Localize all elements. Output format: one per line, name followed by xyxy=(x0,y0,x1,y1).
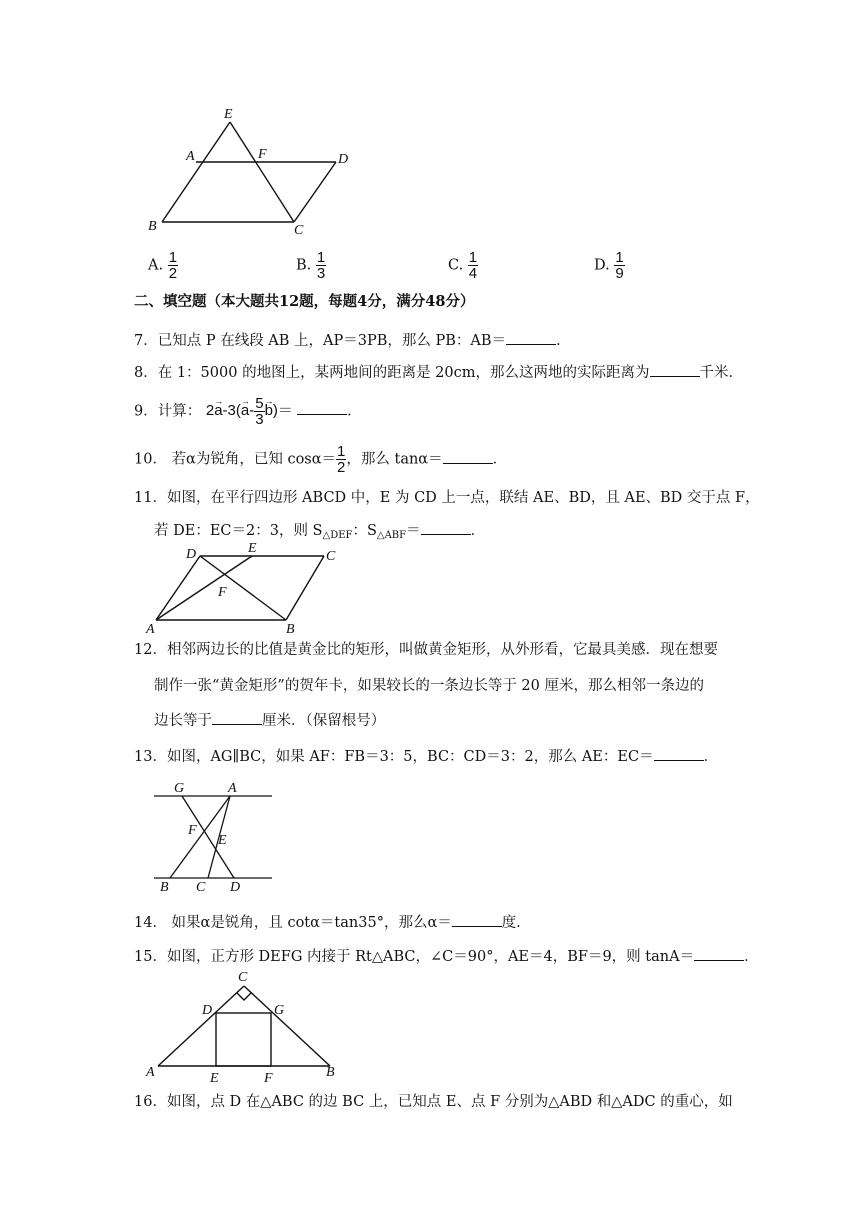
answer-blank-9 xyxy=(297,400,347,415)
q9-expression: 2→ a-3(→ a- $\frac{5}{3}$ → b)＝ xyxy=(206,402,297,419)
option-c: C. $\frac{1}{4}$ xyxy=(448,249,478,282)
question-12-line-1: 12．相邻两边长的比值是黄金比的矩形，叫做黄金矩形，从外形看，它最具美感．现在想要 xyxy=(134,642,718,658)
q9-fraction: $\frac{5}{3}$ xyxy=(255,395,264,428)
label-a: A xyxy=(228,781,237,796)
label-g: G xyxy=(274,1003,285,1018)
question-7: 7．已知点 P 在线段 AB 上，AP＝3PB，那么 PB：AB＝ ． xyxy=(134,330,571,351)
label-d: D xyxy=(202,1003,213,1018)
option-d-fraction: $\frac{1}{9}$ xyxy=(615,249,624,282)
question-9: 9．计算： 2→ a-3(→ a- $\frac{5}{3}$ → b)＝ ． xyxy=(134,396,362,427)
section-2-title: 二、填空题（本大题共12题，每题4分，满分48分） xyxy=(134,293,475,310)
vector-b: → b xyxy=(265,401,273,421)
label-c: C xyxy=(196,880,206,895)
answer-blank-15 xyxy=(694,946,744,961)
label-b: B xyxy=(160,880,169,895)
label-a: A xyxy=(186,149,195,164)
answer-blank-11 xyxy=(421,520,471,535)
label-a: A xyxy=(146,1065,155,1080)
label-e: E xyxy=(224,107,233,122)
label-f: F xyxy=(258,147,267,162)
question-15: 15．如图，正方形 DEFG 内接于 Rt△ABC，∠C＝90°，AE＝4，BF＝9，则 tanA＝ ． xyxy=(134,946,759,967)
vector-a: → a xyxy=(241,401,249,421)
label-f: F xyxy=(188,823,197,838)
option-c-fraction: $\frac{1}{4}$ xyxy=(468,249,478,282)
figure-1-parallelogram-triangle xyxy=(140,100,360,240)
answer-blank-7 xyxy=(506,330,556,345)
figure-2-parallelogram xyxy=(140,540,360,640)
label-d: D xyxy=(338,152,349,167)
label-d: D xyxy=(230,880,241,895)
label-b: B xyxy=(148,219,157,234)
label-e: E xyxy=(218,833,227,848)
label-c: C xyxy=(294,223,304,238)
question-10: 10． 若α为锐角，已知 cosα＝ $\frac{1}{2}$ ，那么 tanα＝ ． xyxy=(134,443,508,476)
label-c: C xyxy=(238,970,248,985)
figure-3-parallel-lines xyxy=(140,776,290,896)
figure-4-inscribed-square xyxy=(140,968,350,1088)
answer-blank-13 xyxy=(654,746,704,761)
label-f: F xyxy=(218,585,227,600)
label-b: B xyxy=(286,622,295,637)
option-a: A. $\frac{1}{2}$ xyxy=(148,249,178,282)
label-d: D xyxy=(186,547,197,562)
label-e: E xyxy=(210,1071,219,1086)
question-14: 14． 如果α是锐角，且 cotα＝tan35°，那么α＝ 度． xyxy=(134,912,531,933)
option-b: B. $\frac{1}{3}$ xyxy=(296,249,326,282)
question-12-line-3: 边长等于 厘米．（保留根号） xyxy=(154,710,385,731)
question-13: 13．如图，AG∥BC，如果 AF：FB＝3：5，BC：CD＝3：2，那么 AE：EC＝ ． xyxy=(134,746,718,767)
question-16: 16．如图，点 D 在△ABC 的边 BC 上，已知点 E、点 F 分别为△ABD 和△ADC 的重心，如 xyxy=(134,1094,733,1110)
label-c: C xyxy=(326,549,336,564)
question-11-line-2: 若 DE：EC＝2：3，则 $S_{\triangle DEF}$：$S_{\triangle ABF}=$ ． xyxy=(154,520,485,546)
option-d: D. $\frac{1}{9}$ xyxy=(594,249,624,282)
answer-blank-8 xyxy=(650,362,700,377)
answer-blank-12 xyxy=(212,710,262,725)
vector-a: → a xyxy=(214,401,222,421)
q10-fraction: $\frac{1}{2}$ xyxy=(337,443,346,476)
answer-blank-10 xyxy=(443,449,493,464)
label-g: G xyxy=(174,781,185,796)
option-b-fraction: $\frac{1}{3}$ xyxy=(316,249,326,282)
question-12-line-2: 制作一张“黄金矩形”的贺年卡，如果较长的一条边长等于 20 厘米，那么相邻一条边的 xyxy=(154,678,704,694)
question-11-line-1: 11．如图，在平行四边形 ABCD 中，E 为 CD 上一点，联结 AE、BD，且 AE、BD 交于点 F， xyxy=(134,490,760,506)
question-8: 8．在 1：5000 的地图上，某两地间的距离是 20cm，那么这两地的实际距离为 千米． xyxy=(134,362,743,383)
label-e: E xyxy=(248,541,257,556)
label-a: A xyxy=(146,622,155,637)
option-a-fraction: $\frac{1}{2}$ xyxy=(168,249,178,282)
label-b: B xyxy=(326,1065,335,1080)
label-f: F xyxy=(264,1071,273,1086)
answer-blank-14 xyxy=(452,912,502,927)
